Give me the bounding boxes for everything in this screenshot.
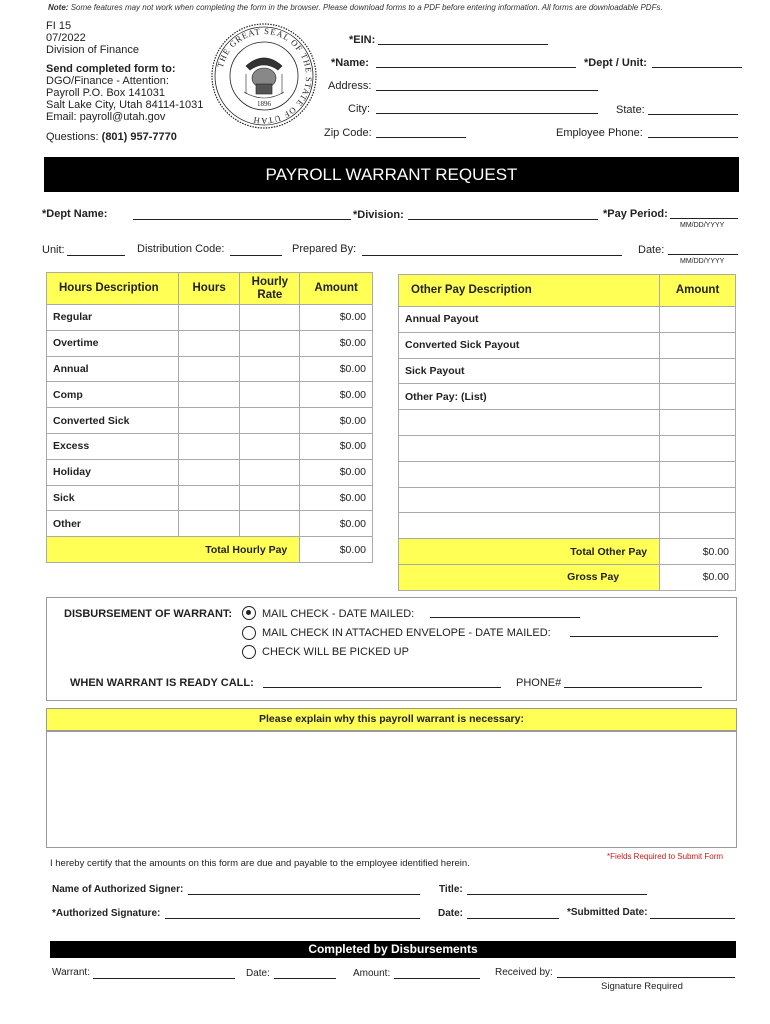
other-amount-cell[interactable]: [660, 435, 736, 461]
title-field[interactable]: [467, 894, 647, 895]
table-row: [399, 307, 736, 333]
row-desc[interactable]: [399, 461, 660, 487]
hours-cell[interactable]: [178, 459, 240, 485]
hours-table: [46, 272, 373, 563]
total-hourly-pay-amount: $0.00: [300, 537, 373, 563]
row-desc: Comp: [47, 382, 179, 408]
table-row: [399, 435, 736, 461]
row-desc: Other Pay: (List): [399, 384, 660, 410]
rate-cell[interactable]: [240, 485, 300, 511]
required-fields-note: *Fields Required to Submit Form: [607, 852, 724, 861]
unit-label: Unit:: [42, 244, 65, 256]
employee-phone-field[interactable]: [648, 137, 738, 138]
row-desc: Holiday: [47, 459, 179, 485]
table-row: [47, 305, 373, 331]
ein-label: *EIN:: [349, 34, 376, 46]
form-id: FI 15: [46, 20, 72, 32]
submitted-date-field[interactable]: [650, 918, 735, 919]
rate-cell[interactable]: [240, 459, 300, 485]
table-row: [399, 358, 736, 384]
form-header: [46, 20, 139, 56]
questions-line: [46, 131, 177, 143]
explain-header-text: Please explain why this payroll warrant is necessary:: [259, 713, 524, 725]
table-row: [47, 511, 373, 537]
hours-cell[interactable]: [178, 408, 240, 434]
amount-cell: $0.00: [300, 433, 373, 459]
questions-label: Questions:: [46, 131, 99, 143]
division-field[interactable]: [408, 219, 598, 220]
prepared-by-label: Prepared By:: [292, 243, 357, 255]
prepared-by-field[interactable]: [362, 255, 622, 256]
row-desc: Excess: [47, 433, 179, 459]
row-desc[interactable]: [399, 435, 660, 461]
radio-picked-up[interactable]: [242, 645, 256, 659]
other-amount-cell[interactable]: [660, 487, 736, 513]
send-to-block: [46, 63, 203, 123]
table-row: [399, 461, 736, 487]
prepared-date-label: Date:: [638, 244, 665, 256]
amount-cell: $0.00: [300, 305, 373, 331]
phone-field[interactable]: [564, 687, 702, 688]
other-pay-desc-header: Other Pay Description: [399, 275, 660, 307]
explain-textarea[interactable]: [46, 731, 737, 848]
explain-header: [46, 708, 737, 731]
other-amount-cell[interactable]: [660, 384, 736, 410]
hours-cell[interactable]: [178, 330, 240, 356]
completed-date-field[interactable]: [274, 978, 336, 979]
dept-name-field[interactable]: [133, 219, 351, 220]
table-row: [47, 459, 373, 485]
hours-cell[interactable]: [178, 433, 240, 459]
row-desc: Converted Sick: [47, 408, 179, 434]
other-pay-table: [398, 274, 736, 591]
row-desc: Converted Sick Payout: [399, 332, 660, 358]
table-row: [47, 356, 373, 382]
pay-period-hint: MM/DD/YYYY: [680, 222, 725, 229]
address-label: Address:: [328, 80, 372, 92]
hours-cell[interactable]: [178, 511, 240, 537]
name-field[interactable]: [376, 67, 576, 68]
zip-field[interactable]: [376, 137, 466, 138]
other-amount-cell[interactable]: [660, 410, 736, 436]
date-mailed-field[interactable]: [430, 617, 580, 618]
row-desc[interactable]: [399, 513, 660, 539]
table-row: [47, 382, 373, 408]
dept-unit-field[interactable]: [652, 67, 742, 68]
pay-period-label: *Pay Period:: [603, 208, 668, 220]
dept-unit-label: *Dept / Unit:: [584, 57, 647, 69]
form-date: 07/2022: [46, 32, 86, 44]
note-bold: Note:: [48, 3, 69, 12]
ready-call-field[interactable]: [263, 687, 501, 688]
rate-cell[interactable]: [240, 408, 300, 434]
disbursement-label: DISBURSEMENT OF WARRANT:: [64, 608, 233, 620]
rate-cell[interactable]: [240, 330, 300, 356]
total-row: [399, 539, 736, 565]
table-row: [47, 433, 373, 459]
amount-cell: $0.00: [300, 511, 373, 537]
other-amount-cell[interactable]: [660, 332, 736, 358]
unit-field[interactable]: [67, 255, 125, 256]
division-label: *Division:: [353, 209, 404, 221]
send-line: Salt Lake City, Utah 84114-1031: [46, 99, 204, 111]
other-amount-header: Amount: [660, 275, 736, 307]
signature-required-note: Signature Required: [601, 981, 683, 992]
send-line: DGO/Finance - Attention:: [46, 75, 169, 87]
seal-text: THE GREAT SEAL OF THE STATE OF UTAH: [214, 25, 315, 127]
signature-date-field[interactable]: [467, 918, 559, 919]
warrant-field[interactable]: [93, 978, 235, 979]
city-field[interactable]: [376, 113, 598, 114]
amount-cell: $0.00: [300, 382, 373, 408]
table-row: [399, 410, 736, 436]
title-label: Title:: [439, 884, 463, 895]
rate-cell[interactable]: [240, 433, 300, 459]
other-amount-cell[interactable]: [660, 307, 736, 333]
signer-label: Name of Authorized Signer:: [52, 884, 184, 895]
prepared-date-hint: MM/DD/YYYY: [680, 258, 725, 265]
signature-field[interactable]: [165, 918, 420, 919]
distribution-code-label: Distribution Code:: [137, 243, 225, 255]
row-desc: Regular: [47, 305, 179, 331]
hours-header: Hours: [178, 273, 240, 305]
row-desc[interactable]: [399, 410, 660, 436]
rate-cell[interactable]: [240, 382, 300, 408]
state-label: State:: [616, 104, 645, 116]
other-amount-cell[interactable]: [660, 513, 736, 539]
questions-phone: (801) 957-7770: [101, 131, 177, 143]
row-desc: Sick: [47, 485, 179, 511]
hours-cell[interactable]: [178, 485, 240, 511]
mail-envelope-label: MAIL CHECK IN ATTACHED ENVELOPE - DATE MAILED:: [262, 627, 551, 639]
division-name: Division of Finance: [46, 44, 139, 56]
radio-mail-envelope[interactable]: [242, 626, 256, 640]
send-line: Payroll P.O. Box 141031: [46, 87, 166, 99]
envelope-date-field[interactable]: [570, 636, 718, 637]
rate-cell[interactable]: [240, 356, 300, 382]
total-other-pay-amount: $0.00: [660, 539, 736, 565]
signature-date-label: Date:: [438, 908, 464, 919]
hours-desc-header: Hours Description: [47, 273, 179, 305]
row-desc: Other: [47, 511, 179, 537]
received-by-field[interactable]: [557, 977, 735, 978]
hours-cell[interactable]: [178, 356, 240, 382]
prepared-date-field[interactable]: [668, 254, 738, 255]
name-label: *Name:: [331, 57, 369, 69]
warrant-label: Warrant:: [52, 967, 90, 978]
city-label: City:: [348, 103, 370, 115]
ready-call-label: WHEN WARRANT IS READY CALL:: [70, 677, 254, 689]
seal-year: 1896: [257, 100, 271, 108]
rate-cell[interactable]: [240, 511, 300, 537]
submitted-date-label: *Submitted Date:: [567, 907, 648, 918]
hours-table-header: [47, 273, 373, 305]
total-row: [47, 537, 373, 563]
form-title-bar: [44, 157, 739, 192]
zip-label: Zip Code:: [324, 127, 372, 139]
other-amount-cell[interactable]: [660, 461, 736, 487]
completed-header-text: Completed by Disbursements: [308, 942, 478, 956]
hourly-rate-header: Hourly Rate: [240, 273, 300, 305]
note-text: Some features may not work when completing the form in the browser. Please download forms to a PDF before entering information. All forms are downloadable PDFs.: [70, 3, 663, 12]
utah-seal-logo: [210, 22, 318, 130]
row-desc: Sick Payout: [399, 358, 660, 384]
table-row: [47, 408, 373, 434]
row-desc: Annual: [47, 356, 179, 382]
employee-phone-label: Employee Phone:: [556, 127, 643, 139]
gross-pay-amount: $0.00: [660, 564, 736, 590]
mail-check-label: MAIL CHECK - DATE MAILED:: [262, 608, 415, 620]
completed-amount-field[interactable]: [394, 978, 480, 979]
row-desc: Overtime: [47, 330, 179, 356]
form-title: PAYROLL WARRANT REQUEST: [265, 165, 518, 184]
rate-cell[interactable]: [240, 305, 300, 331]
received-by-label: Received by:: [495, 967, 553, 978]
row-desc: Annual Payout: [399, 307, 660, 333]
other-amount-cell[interactable]: [660, 358, 736, 384]
row-desc[interactable]: [399, 487, 660, 513]
other-pay-header: [399, 275, 736, 307]
state-field[interactable]: [648, 114, 738, 115]
amount-cell: $0.00: [300, 485, 373, 511]
send-to-title: Send completed form to:: [46, 63, 176, 75]
signature-label: *Authorized Signature:: [52, 908, 161, 919]
amount-cell: $0.00: [300, 408, 373, 434]
address-field[interactable]: [376, 90, 598, 91]
table-row: [399, 384, 736, 410]
amount-cell: $0.00: [300, 356, 373, 382]
completed-header: [50, 941, 736, 958]
certify-text: I hereby certify that the amounts on this form are due and payable to the employee identified herein.: [50, 858, 470, 869]
hours-cell[interactable]: [178, 305, 240, 331]
table-row: [399, 332, 736, 358]
picked-up-label: CHECK WILL BE PICKED UP: [262, 646, 409, 658]
table-row: [399, 487, 736, 513]
total-other-pay-label: Total Other Pay: [399, 539, 660, 565]
amount-cell: $0.00: [300, 330, 373, 356]
phone-label: PHONE#: [516, 677, 562, 689]
table-row: [399, 513, 736, 539]
signer-field[interactable]: [188, 894, 420, 895]
hours-cell[interactable]: [178, 382, 240, 408]
amount-header: Amount: [300, 273, 373, 305]
gross-pay-label: Gross Pay: [399, 564, 660, 590]
radio-mail-check[interactable]: [242, 606, 256, 620]
completed-amount-label: Amount:: [353, 968, 391, 979]
dept-name-label: *Dept Name:: [42, 208, 108, 220]
table-row: [47, 330, 373, 356]
send-email: Email: payroll@utah.gov: [46, 111, 166, 123]
pay-period-field[interactable]: [670, 218, 738, 219]
completed-date-label: Date:: [246, 968, 270, 979]
gross-row: [399, 564, 736, 590]
top-note: [48, 3, 663, 12]
total-hourly-pay-label: Total Hourly Pay: [47, 537, 300, 563]
ein-field[interactable]: [378, 44, 548, 45]
distribution-code-field[interactable]: [230, 255, 282, 256]
table-row: [47, 485, 373, 511]
amount-cell: $0.00: [300, 459, 373, 485]
